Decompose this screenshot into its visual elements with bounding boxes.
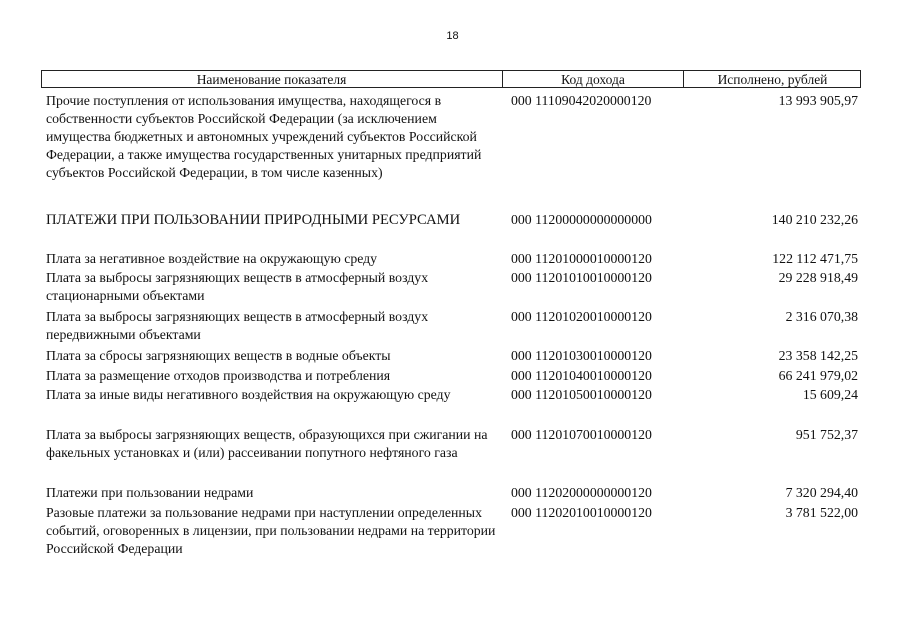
header-amount: Исполнено, рублей — [683, 71, 861, 88]
row-amount: 66 241 979,02 — [778, 368, 858, 383]
row-name: Плата за негативное воздействие на окружающую среду — [46, 251, 378, 266]
row-amount: 122 112 471,75 — [772, 251, 858, 266]
row-amount: 3 781 522,00 — [785, 505, 858, 520]
row-amount: 951 752,37 — [795, 427, 858, 442]
row-amount: 140 210 232,26 — [771, 212, 858, 227]
row-name: Прочие поступления от использования имущества, находящегося в собственности субъектов Российской Федерации (за исключением имущества бюджетных и автономных учреждений субъектов Российской Федерации, а также имущества государственных унитарных предприятий субъектов Российской Федерации, в том числе казенных) — [46, 93, 482, 180]
row-name: Плата за выбросы загрязняющих веществ в атмосферный воздух передвижными объектами — [46, 309, 429, 342]
page-number: 18 — [446, 30, 459, 42]
row-code: 000 11201010010000120 — [511, 270, 652, 285]
row-name: Плата за сбросы загрязняющих веществ в водные объекты — [46, 348, 391, 363]
row-code: 000 11201030010000120 — [511, 348, 652, 363]
row-name: ПЛАТЕЖИ ПРИ ПОЛЬЗОВАНИИ ПРИРОДНЫМИ РЕСУРСАМИ — [46, 212, 461, 228]
row-code: 000 11202000000000120 — [511, 485, 652, 500]
row-name: Плата за выбросы загрязняющих веществ, образующихся при сжигании на факельных установках и (или) рассеивании попутного нефтяного газа — [46, 427, 488, 460]
row-code: 000 11201000010000120 — [511, 251, 652, 266]
row-amount: 29 228 918,49 — [778, 270, 858, 285]
row-name: Плата за иные виды негативного воздействия на окружающую среду — [46, 387, 451, 402]
row-code: 000 11202010010000120 — [511, 505, 652, 520]
row-code: 000 11201040010000120 — [511, 368, 652, 383]
row-code: 000 11200000000000000 — [511, 212, 652, 227]
row-amount: 23 358 142,25 — [778, 348, 858, 363]
row-code: 000 11201070010000120 — [511, 427, 652, 442]
row-amount: 7 320 294,40 — [785, 485, 858, 500]
header-code: Код дохода — [502, 71, 683, 88]
row-code: 000 11109042020000120 — [511, 93, 652, 108]
header-name: Наименование показателя — [196, 72, 347, 87]
row-name: Плата за размещение отходов производства и потребления — [46, 368, 391, 383]
row-name: Плата за выбросы загрязняющих веществ в атмосферный воздух стационарными объектами — [46, 270, 429, 303]
row-name: Платежи при пользовании недрами — [46, 485, 254, 500]
row-amount: 13 993 905,97 — [778, 93, 858, 108]
row-amount: 15 609,24 — [802, 387, 858, 402]
row-code: 000 11201020010000120 — [511, 309, 652, 324]
row-name: Разовые платежи за пользование недрами при наступлении определенных событий, оговоренных в лицензии, при пользовании недрами на территории Российской Федерации — [46, 505, 496, 556]
row-code: 000 11201050010000120 — [511, 387, 652, 402]
table-header — [41, 70, 861, 88]
row-amount: 2 316 070,38 — [785, 309, 858, 324]
